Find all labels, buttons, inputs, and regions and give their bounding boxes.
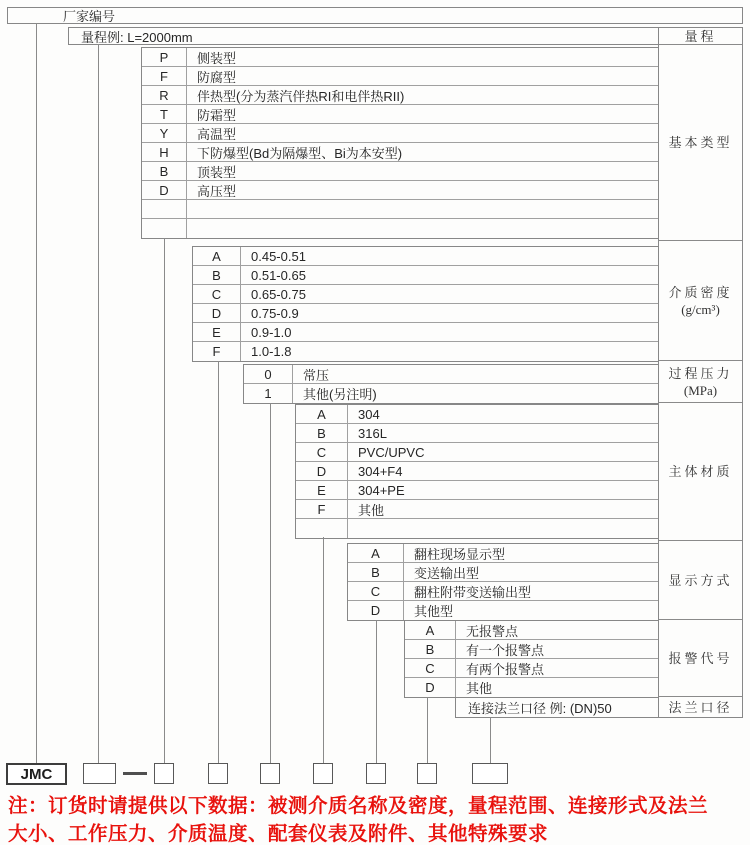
description-cell: 防霜型: [197, 107, 237, 123]
code-cell: [142, 200, 187, 218]
code-cell: F: [193, 342, 241, 361]
table-row: [142, 67, 658, 86]
description-cell: [187, 219, 658, 238]
description-cell: 高温型: [197, 126, 237, 142]
code-cell: A: [348, 544, 404, 562]
description-cell: 1.0-1.8: [251, 344, 292, 359]
description-cell: 316L: [358, 425, 387, 441]
code-cell: E: [193, 323, 241, 341]
category-label-alarm-code: [659, 620, 742, 697]
category-label-text: 报警代号: [668, 650, 733, 666]
code-cell: E: [296, 481, 348, 499]
description-cell: [348, 519, 658, 538]
description-cell: 常压: [303, 367, 330, 383]
order-note-line-1: 注：订货时请提供以下数据：被测介质名称及密度，量程范围、连接形式及法兰: [8, 795, 709, 817]
table-row: [405, 621, 658, 640]
code-cell: A: [405, 621, 456, 639]
category-label-range: [659, 28, 742, 45]
description-cell: 0.75-0.9: [251, 305, 299, 321]
code-cell: D: [348, 601, 404, 620]
code-box-4: [260, 763, 280, 784]
connector-line-6: [323, 537, 324, 763]
table-row: [142, 162, 658, 181]
description-cell: 翻柱附带变送输出型: [414, 584, 532, 600]
section-table-medium-density: [192, 246, 659, 362]
code-cell: B: [296, 424, 348, 442]
code-cell: 0: [244, 365, 293, 383]
connector-line-9: [490, 717, 491, 763]
description-cell: 下防爆型(Bd为隔爆型、Bi为本安型): [197, 145, 403, 161]
description-cell: PVC/UPVC: [358, 444, 425, 460]
category-label-display-mode: [659, 541, 742, 620]
table-row: [348, 563, 658, 582]
section-table-body-material: [295, 404, 659, 539]
connector-line-5: [270, 403, 271, 763]
table-row: [296, 481, 658, 500]
description-cell: 0.65-0.75: [251, 286, 306, 302]
category-label-flange-size: [659, 697, 742, 717]
description-cell: 304+PE: [358, 482, 405, 498]
code-cell: D: [193, 304, 241, 322]
category-label-text: 主体材质: [668, 464, 733, 479]
table-row: [244, 365, 658, 384]
description-cell: 伴热型(分为蒸汽伴热RI和电伴热RII): [197, 88, 405, 104]
code-box-8: [472, 763, 508, 784]
category-label-column: [658, 27, 743, 718]
category-label-text: 法兰口径: [668, 699, 733, 715]
table-row: [296, 500, 658, 519]
table-row: [193, 304, 658, 323]
table-row: [296, 405, 658, 424]
code-cell: T: [142, 105, 187, 123]
table-row: [348, 544, 658, 563]
range-example-text: 量程例: L=2000mm: [81, 29, 193, 45]
order-note-line-2: 大小、工作压力、介质温度、配套仪表及附件、其他特殊要求: [8, 823, 549, 845]
connector-line-7: [376, 620, 377, 763]
code-cell: C: [405, 659, 456, 677]
code-box-6: [366, 763, 386, 784]
description-cell: 顶装型: [197, 164, 237, 180]
range-example-box: [68, 27, 659, 45]
code-cell: C: [193, 285, 241, 303]
table-row: [193, 323, 658, 342]
description-cell: 304: [358, 406, 380, 422]
table-row: [142, 143, 658, 162]
section-table-process-pressure: [243, 364, 659, 404]
table-row: [296, 462, 658, 481]
manufacturer-number-box: [7, 7, 743, 24]
description-cell: 0.9-1.0: [251, 324, 292, 340]
category-label-medium-density: [659, 241, 742, 361]
code-box-1: [83, 763, 116, 784]
category-label-subtext: (g/cm³): [681, 301, 720, 317]
code-cell: D: [296, 462, 348, 480]
table-row: [142, 181, 658, 200]
table-row: [348, 582, 658, 601]
code-cell: A: [296, 405, 348, 423]
model-prefix-box: [6, 763, 67, 785]
code-cell: [296, 519, 348, 538]
code-cell: F: [142, 67, 187, 85]
code-cell: [142, 219, 187, 238]
description-cell: 变送输出型: [414, 565, 480, 581]
description-cell: 翻柱现场显示型: [414, 546, 506, 562]
description-cell: 有两个报警点: [466, 661, 545, 677]
connector-line-3: [164, 238, 165, 763]
description-cell: [187, 200, 658, 218]
order-note: [8, 792, 748, 845]
category-label-text: 基本类型: [668, 135, 733, 150]
table-row: [405, 640, 658, 659]
description-cell: 0.51-0.65: [251, 267, 306, 283]
table-row: [142, 48, 658, 67]
section-table-alarm-code: [404, 620, 659, 698]
connector-line-2: [98, 44, 99, 763]
table-row: [193, 342, 658, 361]
description-cell: 侧装型: [197, 50, 237, 66]
category-label-basic-type: [659, 45, 742, 241]
connector-line-4: [218, 361, 219, 763]
table-row: [193, 266, 658, 285]
connector-line-8: [427, 697, 428, 763]
table-row: [142, 219, 658, 238]
manufacturer-number-label: 厂家编号: [63, 9, 116, 24]
code-cell: R: [142, 86, 187, 104]
description-cell: 无报警点: [466, 623, 519, 639]
code-box-3: [208, 763, 228, 784]
description-cell: 防腐型: [197, 69, 237, 85]
description-cell: 其他: [358, 502, 385, 518]
category-label-text: 介质密度: [668, 284, 733, 300]
flange-size-box: [455, 697, 659, 718]
code-cell: P: [142, 48, 187, 66]
flange-size-text: 连接法兰口径 例: (DN)50: [468, 701, 612, 716]
code-cell: D: [405, 678, 456, 697]
table-row: [296, 424, 658, 443]
table-row: [193, 247, 658, 266]
code-cell: B: [142, 162, 187, 180]
table-row: [405, 678, 658, 697]
code-cell: B: [348, 563, 404, 581]
code-cell: A: [193, 247, 241, 265]
code-box-2: [154, 763, 174, 784]
description-cell: 其他型: [414, 604, 454, 619]
category-label-text: 显示方式: [668, 572, 733, 588]
description-cell: 其他(另注明): [303, 387, 377, 402]
code-box-7: [417, 763, 437, 784]
table-row: [405, 659, 658, 678]
description-cell: 0.45-0.51: [251, 248, 306, 264]
code-cell: C: [348, 582, 404, 600]
connector-line-1: [36, 23, 37, 763]
table-row: [142, 200, 658, 219]
code-cell: C: [296, 443, 348, 461]
table-row: [244, 384, 658, 403]
table-row: [296, 519, 658, 538]
code-cell: B: [193, 266, 241, 284]
code-cell: Y: [142, 124, 187, 142]
description-cell: 304+F4: [358, 463, 403, 479]
category-label-body-material: [659, 403, 742, 541]
description-cell: 其他: [466, 681, 493, 696]
model-prefix-label: JMC: [20, 765, 53, 783]
category-label-subtext: (MPa): [683, 382, 718, 398]
table-row: [296, 443, 658, 462]
code-box-5: [313, 763, 333, 784]
table-row: [142, 124, 658, 143]
table-row: [193, 285, 658, 304]
section-table-basic-type: [141, 47, 659, 239]
description-cell: 高压型: [197, 183, 237, 199]
code-cell: B: [405, 640, 456, 658]
dash-separator: [123, 772, 147, 775]
code-cell: F: [296, 500, 348, 518]
section-table-display-mode: [347, 543, 659, 621]
code-cell: 1: [244, 384, 293, 403]
table-row: [348, 601, 658, 620]
code-cell: D: [142, 181, 187, 199]
table-row: [142, 105, 658, 124]
category-label-process-pressure: [659, 361, 742, 403]
table-row: [142, 86, 658, 105]
category-label-text: 量程: [684, 28, 717, 44]
code-cell: H: [142, 143, 187, 161]
description-cell: 有一个报警点: [466, 642, 545, 658]
category-label-text: 过程压力: [668, 365, 733, 381]
